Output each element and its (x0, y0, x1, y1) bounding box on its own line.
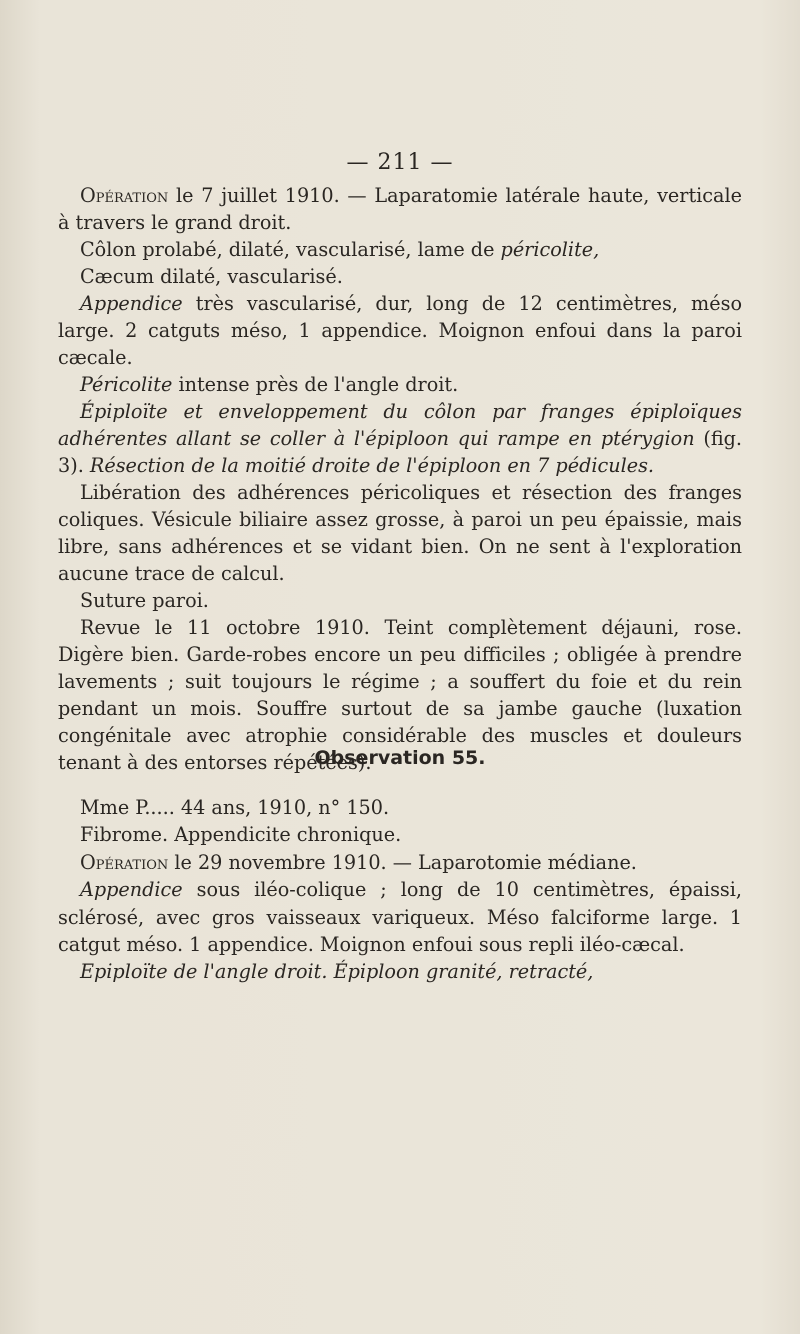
resection-text: Résection de la moitié droite de l'épiploon en 7 pédicules. (89, 454, 655, 477)
appendice-text: très vascularisé, dur, long de 12 centimètres, méso large. 2 catguts méso, 1 appendice. Moignon enfoui dans la paroi cæcale. (58, 292, 742, 369)
appendice-label: Appendice (80, 292, 183, 315)
epiploite-text: Épiploïte et enveloppement du côlon par franges épiploïques adhérentes allant se coller à l'épiploon qui rampe en ptérygion (58, 400, 742, 450)
colon-text: Côlon prolabé, dilaté, vascularisé, lame de (80, 238, 501, 261)
paragraph-liberation: Libération des adhérences péricoliques et résection des franges coliques. Vésicule biliaire assez grosse, à paroi un peu épaissie, mais libre, sans adhérences et se vidant bien. On ne sent à l'exploration aucune trace de calcul. (58, 481, 742, 585)
operation-text: le 7 juillet 1910. — Laparatomie latérale haute, verticale à travers le grand droit. (58, 184, 742, 234)
paragraph-revue: Revue le 11 octobre 1910. Teint complètement déjauni, rose. Digère bien. Garde-robes encore un peu difficiles ; obligée à prendre lavements ; suit toujours le régime ; a souffert du foie et du rein pendant un mois. Souffre surtout de sa jambe gauche (luxation congénitale avec atrophie considérable des muscles et douleurs tenant à des entorses répétées). (58, 616, 742, 774)
appendice-text-2: sous iléo-colique ; long de 10 centimètres, épaissi, sclérosé, avec gros vaisseaux variqueux. Méso falciforme large. 1 catgut méso. 1 appendice. Moignon enfoui sous repli iléo-cæcal. (58, 878, 742, 957)
page-number: — 211 — (346, 150, 454, 175)
paragraph-epiploite (58, 398, 742, 479)
epiploite-text-2: Epiploïte de l'angle droit. Épiploon granité, retracté, (80, 960, 594, 984)
observation-heading: Observation 55. (314, 747, 486, 769)
paragraph-pericolite (58, 371, 742, 398)
operation-label-2: Opération (80, 850, 169, 874)
body-text-section-1 (58, 182, 742, 776)
paragraph-operation (58, 182, 742, 236)
appendice-label-2: Appendice (80, 878, 183, 902)
pericolite-text: intense près de l'angle droit. (172, 373, 459, 396)
pericolite-label: Péricolite (80, 373, 173, 396)
paragraph-colon (58, 236, 742, 263)
paragraph-suture: Suture paroi. (80, 589, 209, 612)
body-text-section-2 (58, 794, 742, 986)
operation-text-2: le 29 novembre 1910. — Laparotomie médiane. (168, 850, 637, 874)
paragraph-diagnosis: Fibrome. Appendicite chronique. (80, 823, 402, 847)
paragraph-operation-2 (58, 849, 742, 876)
paragraph-caecum: Cæcum dilaté, vascularisé. (80, 265, 343, 288)
fig-reference: (fig. 3). (58, 427, 743, 477)
paragraph-appendice-2 (58, 876, 742, 958)
paragraph-appendice (58, 290, 742, 371)
paragraph-epiploite-2 (58, 958, 742, 985)
paragraph-patient: Mme P..... 44 ans, 1910, n° 150. (80, 796, 390, 819)
colon-italic: péricolite, (500, 238, 600, 261)
operation-label: Opération (80, 184, 169, 207)
